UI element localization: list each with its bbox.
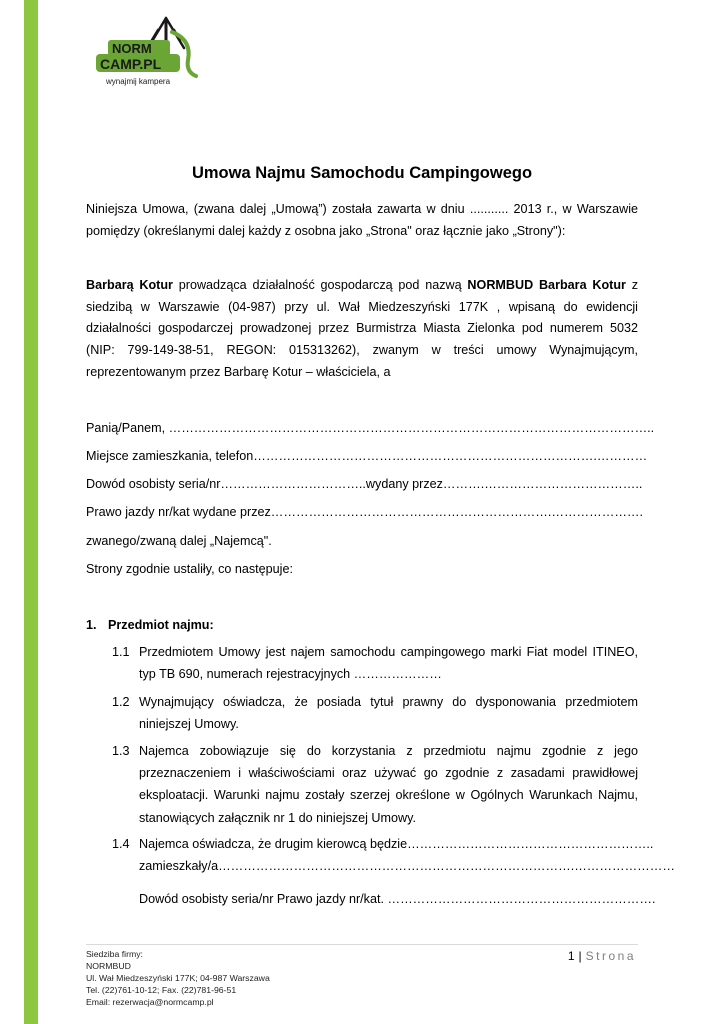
clause-1-2 bbox=[112, 691, 638, 735]
lessor-text-a: prowadząca działalność gospodarczą pod nazwą bbox=[172, 278, 468, 292]
clause-1-1 bbox=[112, 641, 638, 685]
section-title: Przedmiot najmu: bbox=[108, 618, 214, 632]
clause-number: 1.1 bbox=[112, 645, 130, 659]
tenant-called-text: zwanego/zwaną dalej „Najemcą". bbox=[86, 534, 272, 548]
normcamp-logo bbox=[88, 10, 210, 88]
section-heading bbox=[86, 618, 214, 632]
tenant-address-field: Miejsce zamieszkania, telefon……………………………………………………………………….………… bbox=[86, 449, 648, 463]
logo-text-top: NORM bbox=[112, 41, 152, 56]
tenant-license-field: Prawo jazdy nr/kat wydane przez………………………………………………………….…………………. bbox=[86, 505, 644, 519]
footer-line: NORMBUD bbox=[86, 961, 131, 971]
footer-divider bbox=[86, 944, 638, 945]
agreement-text: Strony zgodnie ustaliły, co następuje: bbox=[86, 562, 293, 576]
tenant-id-field: Dowód osobisty seria/nr……………………………..wydany przez……….……………………………….. bbox=[86, 477, 643, 491]
intro-paragraph: Niniejsza Umowa, (zwana dalej „Umową”) została zawarta w dniu ........... 2013 r., w Warszawie pomiędzy (określanymi dalej każdy z osobna jako „Strona" oraz łącznie jako „Strony"): bbox=[86, 202, 638, 238]
lessor-name: Barbarą Kotur bbox=[86, 278, 173, 292]
clause-text: Wynajmujący oświadcza, że posiada tytuł prawny do dysponowania przedmiotem niniejszej Umowy. bbox=[139, 695, 638, 732]
lessor-company: NORMBUD Barbara Kotur bbox=[467, 278, 626, 292]
clause-1-4 bbox=[112, 833, 675, 911]
clause-text-line1: Najemca oświadcza, że drugim kierowcą będzie………………………………………………….. bbox=[139, 837, 654, 851]
footer-line: Tel. (22)761-10-12; Fax. (22)781-96-51 bbox=[86, 985, 237, 995]
footer-line: Email: rezerwacja@normcamp.pl bbox=[86, 997, 214, 1007]
page-number bbox=[568, 949, 636, 963]
clause-text-line3: Dowód osobisty seria/nr Prawo jazdy nr/kat. ………………………………………………………. bbox=[139, 892, 656, 907]
clause-text: Przedmiotem Umowy jest najem samochodu campingowego marki Fiat model ITINEO, typ TB 690, numerach rejestracyjnych ………………… bbox=[139, 645, 638, 682]
logo-tagline: wynajmij kampera bbox=[106, 77, 171, 86]
clause-text-line2: zamieszkały/a………………………………………………………………………….…………………… bbox=[139, 859, 675, 874]
clause-number: 1.2 bbox=[112, 695, 130, 709]
clause-number: 1.4 bbox=[112, 837, 130, 851]
section-number: 1. bbox=[86, 618, 97, 632]
page-label: Strona bbox=[585, 949, 636, 963]
document-title: Umowa Najmu Samochodu Campingowego bbox=[191, 164, 533, 182]
footer-line: Ul. Wał Miedzeszyński 177K; 04-987 Warszawa bbox=[86, 973, 270, 983]
left-margin-bar bbox=[24, 0, 38, 1024]
clause-number: 1.3 bbox=[112, 744, 130, 758]
lessor-text-b: z siedzibą w Warszawie (04-987) przy ul. Wał Miedzeszyński 177K , wpisaną do ewidencji działalności gospodarczej prowadzonej przez Burmistrza Miasta Zielonka pod numerem 5032 (NIP: 799-149-38-51, REGON: 015313262), zwanym w treści umowy Wynajmującym, reprezentowanym przez Barbarę Kotur – właściciela, a bbox=[86, 278, 639, 379]
footer-address bbox=[86, 948, 270, 1008]
clause-text: Najemca zobowiązuje się do korzystania z przedmiotu najmu zgodnie z jego przeznaczeniem i właściwościami oraz używać go zgodnie z zasadami prawidłowej eksploatacji. Warunki najmu zostały szerzej określone w Ogólnych Warunkach Najmu, stanowiących załącznik nr 1 do niniejszej Umowy. bbox=[139, 744, 638, 825]
footer-line: Siedziba firmy: bbox=[86, 949, 143, 959]
page-number-separator: | bbox=[578, 949, 582, 963]
lessor-paragraph bbox=[86, 275, 638, 384]
logo-text-bottom: CAMP.PL bbox=[100, 56, 162, 72]
clause-1-3 bbox=[112, 740, 638, 829]
page-number-value: 1 bbox=[567, 949, 575, 963]
tenant-name-field: Panią/Panem, …………………………………………………………………………………………………….. bbox=[86, 421, 655, 435]
